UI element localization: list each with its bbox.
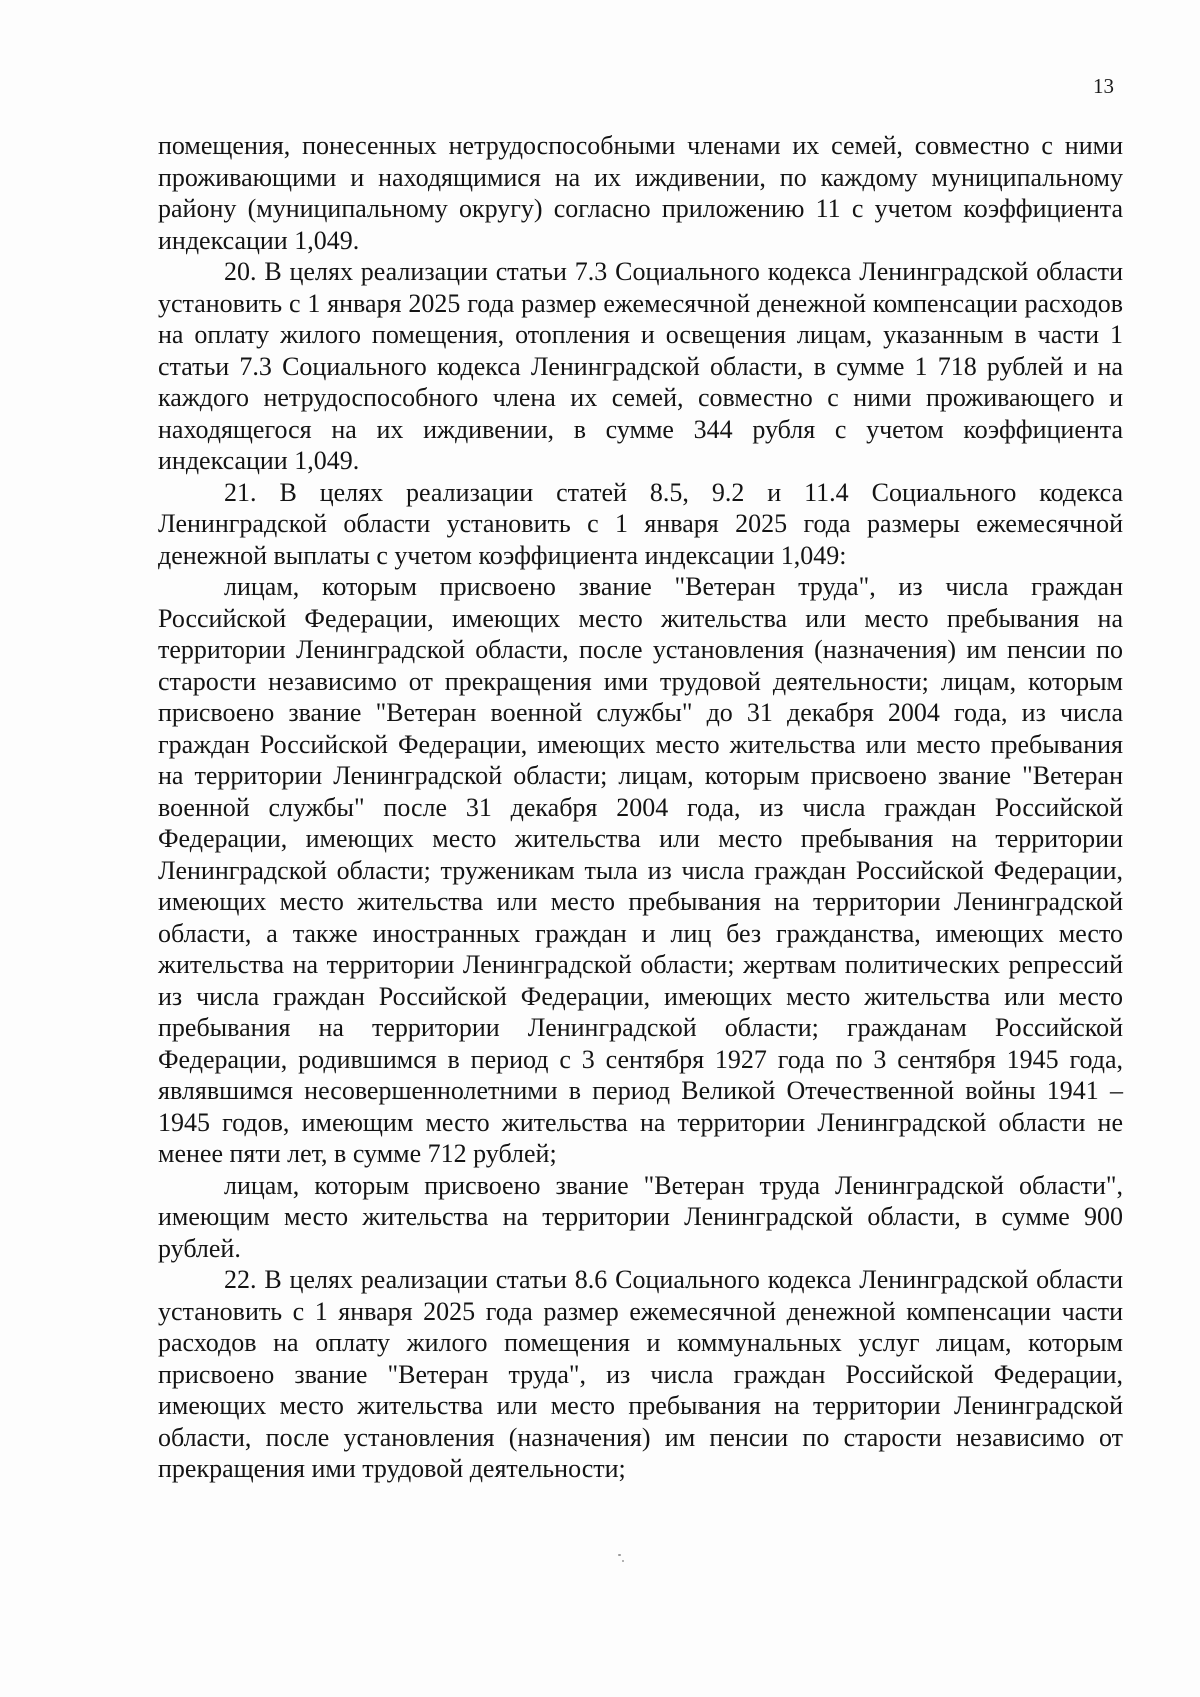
paragraph-continuation: помещения, понесенных нетрудоспособными членами их семей, совместно с ними проживающими и находящимися на их иждивении, по каждому муниципальному району (муниципальному округу) согласно приложению 11 с учетом коэффициента индексации 1,049. bbox=[158, 131, 1123, 255]
paragraph-item-21-veterans-lo: лицам, которым присвоено звание "Ветеран труда Ленинградской области", имеющим место жительства на территории Ленинградской области, в сумме 900 рублей. bbox=[158, 1170, 1123, 1263]
paragraph-item-21-recipients: лицам, которым присвоено звание "Ветеран труда", из числа граждан Российской Федерации, имеющих место жительства или место пребывания на территории Ленинградской области, после установления (назначения) им пенсии по старости независимо от прекращения ими трудовой деятельности; лицам, которым присвоено звание "Ветеран военной службы" до 31 декабря 2004 года, из числа граждан Российской Федерации, имеющих место жительства или место пребывания на территории Ленинградской области; лицам, которым присвоено звание "Ветеран военной службы" после 31 декабря 2004 года, из числа граждан Российской Федерации, имеющих место жительства или место пребывания на территории Ленинградской области; труженикам тыла из числа граждан Российской Федерации, имеющих место жительства или место пребывания на территории Ленинградской области, а также иностранных граждан и лиц без гражданства, имеющих место жительства на территории Ленинградской области; жертвам политических репрессий из числа граждан Российской Федерации, имеющих место жительства или место пребывания на территории Ленинградской области; гражданам Российской Федерации, родившимся в период с 3 сентября 1927 года по 3 сентября 1945 года, являвшимся несовершеннолетними в период Великой Отечественной войны 1941 – 1945 годов, имеющим место жительства на территории Ленинградской области не менее пяти лет, в сумме 712 рублей; bbox=[158, 572, 1123, 1168]
paragraph-item-22: 22. В целях реализации статьи 8.6 Социального кодекса Ленинградской области установить с 1 января 2025 года размер ежемесячной денежной компенсации части расходов на оплату жилого помещения и коммунальных услуг лицам, которым присвоено звание "Ветеран труда", из числа граждан Российской Федерации, имеющих место жительства или место пребывания на территории Ленинградской области, после установления (назначения) им пенсии по старости независимо от прекращения ими трудовой деятельности; bbox=[158, 1265, 1123, 1483]
paragraph-item-20: 20. В целях реализации статьи 7.3 Социального кодекса Ленинградской области установить с 1 января 2025 года размер ежемесячной денежной компенсации расходов на оплату жилого помещения, отопления и освещения лицам, указанным в части 1 статьи 7.3 Социального кодекса Ленинградской области, в сумме 1 718 рублей и на каждого нетрудоспособного члена их семей, совместно с ними проживающего и находящегося на их иждивении, в сумме 344 рубля с учетом коэффициента индексации 1,049. bbox=[158, 257, 1123, 475]
page-number: 13 bbox=[1093, 74, 1114, 98]
paragraph-item-21: 21. В целях реализации статей 8.5, 9.2 и 11.4 Социального кодекса Ленинградской области установить с 1 января 2025 года размеры ежемесячной денежной выплаты с учетом коэффициента индексации 1,049: bbox=[158, 477, 1123, 570]
scan-speck bbox=[622, 1560, 624, 1562]
document-body bbox=[158, 130, 1123, 1485]
scan-speck bbox=[618, 1554, 621, 1556]
